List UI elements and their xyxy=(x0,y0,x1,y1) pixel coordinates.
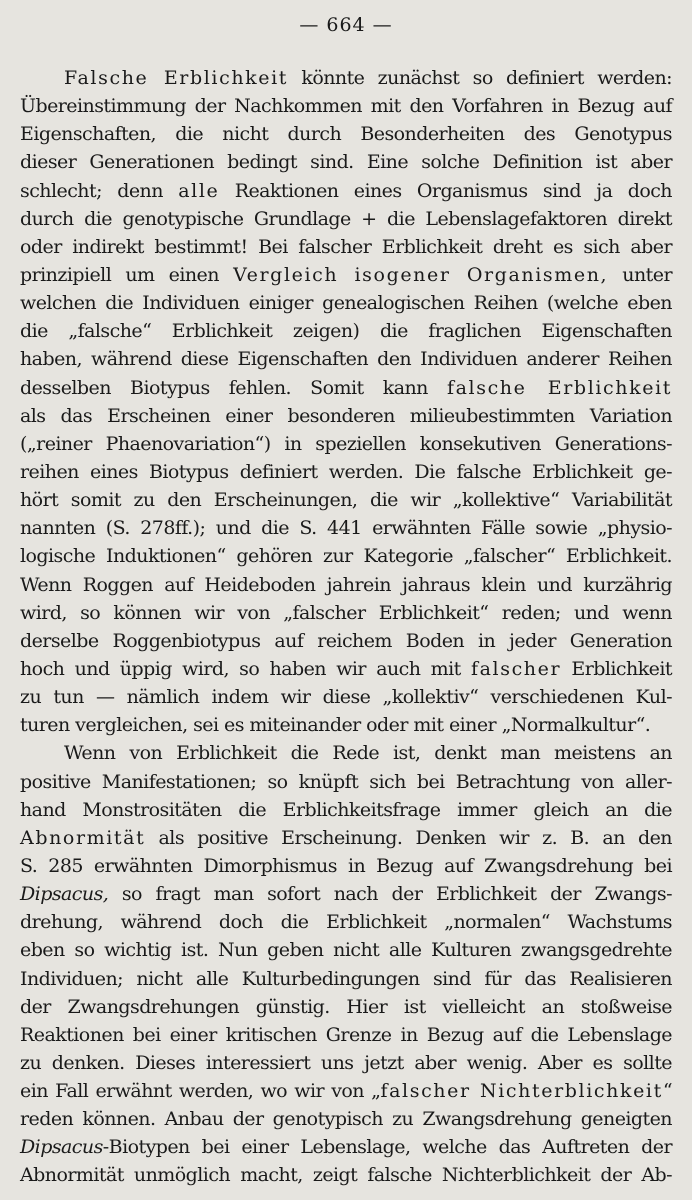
text-segment: Eigenschaften, die nicht durch Besonderheiten des Genotypus xyxy=(20,123,672,146)
text-line xyxy=(0,599,692,627)
text-segment: Abnormität unmöglich macht, zeigt falsche Nichterblichkeit der Ab- xyxy=(20,1164,672,1187)
text-segment: Wenn Roggen auf Heideboden jahrein jahraus klein und kurzährig xyxy=(20,573,672,596)
spaced-emphasis-text: Vergleich isogener Organismen, xyxy=(233,263,609,286)
text-line xyxy=(0,177,692,205)
text-line xyxy=(0,402,692,430)
text-line xyxy=(0,261,692,289)
text-line xyxy=(0,205,692,233)
text-segment: haben, während diese Eigenschaften den Individuen anderer Reihen xyxy=(20,348,672,371)
text-line xyxy=(0,233,692,261)
text-line xyxy=(0,430,692,458)
text-segment: Reaktionen eines Organismus sind ja doch xyxy=(219,179,672,202)
text-line xyxy=(0,739,692,767)
spaced-emphasis-text: Falsche Erblichkeit xyxy=(64,67,289,89)
text-line xyxy=(0,1049,692,1077)
text-segment: turen vergleichen, sei es miteinander oder mit einer „Normalkultur“. xyxy=(20,714,651,737)
text-line xyxy=(0,317,692,345)
text-segment: hoch und üppig wird, so haben wir auch mit xyxy=(20,657,471,680)
text-segment: so fragt man sofort nach der Erblichkeit der Zwangs- xyxy=(108,883,672,906)
text-segment: Wenn von Erblichkeit die Rede ist, denkt man meistens an xyxy=(64,742,672,765)
text-segment: zu denken. Dieses interessiert uns jetzt aber wenig. Aber es sollte xyxy=(20,1051,672,1074)
body-text xyxy=(0,64,692,1190)
text-line xyxy=(0,1021,692,1049)
text-line xyxy=(0,852,692,880)
spaced-emphasis-text: alle xyxy=(178,179,220,202)
text-line xyxy=(0,514,692,542)
text-segment: hört somit zu den Erscheinungen, die wir „kollektive“ Variabilität xyxy=(20,489,672,512)
text-segment: desselben Biotypus fehlen. Somit kann xyxy=(20,376,447,399)
text-segment: der Zwangsdrehungen günstig. Hier ist vielleicht an stoßweise xyxy=(20,995,672,1018)
text-line xyxy=(0,1105,692,1133)
italic-text: Dipsacus, xyxy=(20,883,109,906)
text-line xyxy=(0,796,692,824)
text-line xyxy=(0,627,692,655)
text-line xyxy=(0,92,692,120)
text-line xyxy=(0,683,692,711)
text-line xyxy=(0,458,692,486)
spaced-emphasis-text: Abnormität xyxy=(20,826,146,849)
text-line xyxy=(0,1161,692,1189)
text-line xyxy=(0,289,692,317)
spaced-emphasis-text: falscher xyxy=(470,657,562,680)
text-line xyxy=(0,571,692,599)
text-line xyxy=(0,486,692,514)
text-segment: Individuen; nicht alle Kulturbedingungen sind für das Realisieren xyxy=(20,967,672,990)
text-line xyxy=(0,1133,692,1161)
text-line xyxy=(0,908,692,936)
text-segment: unter xyxy=(608,263,672,286)
text-segment: welchen die Individuen einiger genealogischen Reihen (welche eben xyxy=(20,292,672,315)
text-segment: Erblichkeit xyxy=(561,657,672,680)
text-segment: prinzipiell um einen xyxy=(20,263,234,286)
text-segment: positive Manifestationen; so knüpft sich bei Betrachtung von aller- xyxy=(20,770,672,793)
text-line xyxy=(0,120,692,148)
text-line xyxy=(0,824,692,852)
text-segment: zu tun — nämlich indem wir diese „kollektiv“ verschiedenen Kul- xyxy=(20,686,672,709)
page-number: — 664 — xyxy=(299,14,393,36)
text-segment: dieser Generationen bedingt sind. Eine solche Definition ist aber xyxy=(20,151,672,174)
text-line xyxy=(0,374,692,402)
text-segment: als positive Erscheinung. Denken wir z. B. an den xyxy=(145,826,672,849)
text-segment: schlecht; denn xyxy=(20,179,179,202)
spaced-emphasis-text: falsche Erblichkeit xyxy=(446,376,672,399)
text-segment: Reaktionen bei einer kritischen Grenze in Bezug auf die Lebenslage xyxy=(20,1023,672,1046)
text-line xyxy=(0,768,692,796)
text-segment: reden können. Anbau der genotypisch zu Zwangsdrehung geneigten xyxy=(20,1108,672,1131)
text-line xyxy=(0,711,692,739)
text-line xyxy=(0,993,692,1021)
text-segment: Übereinstimmung der Nachkommen mit den Vorfahren in Bezug auf xyxy=(20,95,672,118)
text-segment: oder indirekt bestimmt! Bei falscher Erblichkeit dreht es sich aber xyxy=(20,235,672,258)
text-segment: durch die genotypische Grundlage + die Lebenslagefaktoren direkt xyxy=(20,207,672,230)
text-line xyxy=(0,148,692,176)
italic-text: Dipsacus xyxy=(20,1136,103,1159)
text-line xyxy=(0,936,692,964)
text-line xyxy=(0,655,692,683)
text-segment: drehung, während doch die Erblichkeit „normalen“ Wachstums xyxy=(20,911,672,934)
spaced-emphasis-text: falscher Nichterblichkeit xyxy=(380,1080,663,1103)
text-line xyxy=(0,965,692,993)
text-segment: könnte zunächst so definiert werden: xyxy=(288,67,672,89)
text-segment: ein Fall erwähnt werden, wo wir von „ xyxy=(20,1080,381,1103)
text-line xyxy=(0,1077,692,1105)
text-segment: -Biotypen bei einer Lebenslage, welche das Auftreten der xyxy=(102,1136,672,1159)
text-line xyxy=(0,345,692,373)
text-segment: reihen eines Biotypus definiert werden. Die falsche Erblichkeit ge- xyxy=(20,460,672,483)
text-segment: nannten (S. 278ff.); und die S. 441 erwähnten Fälle sowie „physio- xyxy=(20,517,672,540)
text-segment: “ xyxy=(662,1080,672,1103)
text-line xyxy=(0,542,692,570)
text-line xyxy=(0,880,692,908)
text-line xyxy=(0,64,692,92)
text-segment: wird, so können wir von „falscher Erblichkeit“ reden; und wenn xyxy=(20,601,672,624)
text-segment: hand Monstrositäten die Erblichkeitsfrage immer gleich an die xyxy=(20,798,672,821)
text-segment: als das Erscheinen einer besonderen milieubestimmten Variation xyxy=(20,404,672,427)
text-segment: („reiner Phaenovariation“) in speziellen konsekutiven Generations- xyxy=(20,432,672,455)
text-segment: die „falsche“ Erblichkeit zeigen) die fraglichen Eigenschaften xyxy=(20,320,672,343)
text-segment: derselbe Roggenbiotypus auf reichem Boden in jeder Generation xyxy=(20,629,672,652)
text-segment: S. 285 erwähnten Dimorphismus in Bezug auf Zwangsdrehung bei xyxy=(20,854,672,877)
text-segment: logische Induktionen“ gehören zur Kategorie „falscher“ Erblichkeit. xyxy=(20,545,672,568)
text-segment: eben so wichtig ist. Nun geben nicht alle Kulturen zwangsgedrehte xyxy=(20,939,672,962)
